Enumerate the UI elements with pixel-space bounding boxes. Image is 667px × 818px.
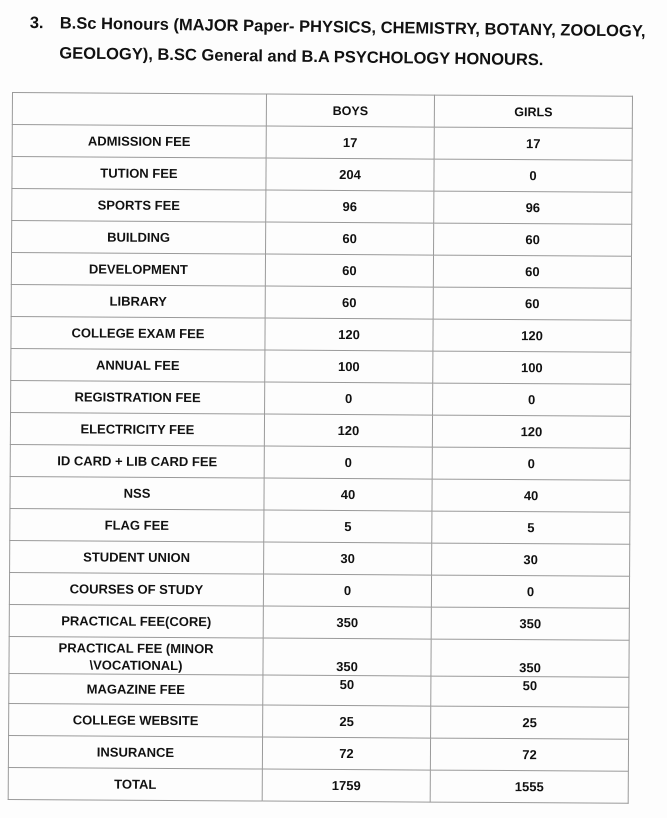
table-row [12,125,632,161]
section-number: 3. [29,13,44,33]
boys-value: 17 [266,126,434,159]
table-row [10,412,630,448]
heading-line-2: GEOLOGY), B.SC General and B.A PSYCHOLOGY HONOURS. [59,44,544,70]
table-row [10,540,630,576]
fee-label: ELECTRICITY FEE [10,412,264,446]
fee-label: ANNUAL FEE [11,348,265,382]
girls-value: 0 [432,447,630,480]
boys-value: 5 [264,510,432,543]
boys-value: 96 [266,190,434,223]
girls-total-value: 1555 [430,770,628,803]
boys-value: 25 [263,705,431,738]
fee-label: MAGAZINE FEE [9,673,263,705]
table-row [9,604,629,640]
table-row [9,636,629,677]
table-row [8,735,628,771]
table-row [11,348,631,384]
girls-value: 60 [433,287,631,320]
boys-value: 350 [263,638,431,676]
girls-value: 60 [434,223,632,256]
boys-value: 60 [265,254,433,287]
girls-value: 120 [433,319,631,352]
boys-total-value: 1759 [262,769,430,802]
table-row [9,572,629,608]
fee-label: LIBRARY [11,284,265,318]
boys-value: 0 [263,574,431,607]
fee-label: COLLEGE EXAM FEE [11,316,265,350]
table-row [12,189,632,225]
table-row [11,284,631,320]
fee-label: DEVELOPMENT [11,253,265,287]
boys-value: 40 [264,478,432,511]
fee-label [9,636,263,675]
fee-label: BUILDING [12,221,266,255]
table-row [11,253,631,289]
boys-value: 50 [263,675,431,706]
boys-value: 30 [264,542,432,575]
table-row-total [8,767,628,803]
fee-label-line-1: PRACTICAL FEE (MINOR [58,640,214,657]
boys-value: 204 [266,158,434,191]
boys-value: 100 [265,350,433,383]
fee-label: REGISTRATION FEE [11,380,265,414]
girls-value: 120 [432,415,630,448]
girls-value: 30 [432,543,630,576]
table-row [10,444,630,480]
fee-label: ID CARD + LIB CARD FEE [10,444,264,478]
fee-label: INSURANCE [8,735,262,769]
table-row [12,221,632,257]
girls-value: 100 [433,351,631,384]
girls-value: 40 [432,479,630,512]
fee-label: STUDENT UNION [10,540,264,574]
girls-value: 5 [432,511,630,544]
girls-value: 350 [431,639,629,677]
total-label: TOTAL [8,767,262,801]
fee-label: SPORTS FEE [12,189,266,223]
boys-value: 72 [262,737,430,770]
fee-label-line-2: \VOCATIONAL) [89,657,183,674]
boys-value: 120 [265,318,433,351]
girls-value: 72 [430,738,628,771]
girls-value: 60 [433,255,631,288]
boys-value: 350 [263,606,431,639]
boys-value: 120 [264,414,432,447]
girls-value: 96 [434,191,632,224]
fee-label: NSS [10,476,264,510]
table-row [11,380,631,416]
boys-value: 60 [265,222,433,255]
boys-value: 0 [264,382,432,415]
fee-label: ADMISSION FEE [12,125,266,159]
table-row [9,673,629,707]
fee-label: COURSES OF STUDY [9,572,263,606]
table-header-row [12,93,632,129]
heading-text-1: B.Sc Honours (MAJOR Paper- PHYSICS, CHEMISTRY, BOTANY, ZOOLOGY, [59,14,646,41]
girls-value: 17 [434,127,632,160]
header-cell-blank [12,93,266,127]
girls-value: 50 [431,676,629,707]
girls-value: 0 [431,575,629,608]
section-heading [29,8,660,77]
table-row [11,316,631,352]
table-row [12,157,632,193]
table-row [10,476,630,512]
fee-table [8,92,633,804]
girls-value: 0 [434,159,632,192]
boys-value: 0 [264,446,432,479]
girls-value: 0 [433,383,631,416]
header-cell-boys: BOYS [266,94,434,127]
table-row [10,508,630,544]
fee-label: FLAG FEE [10,508,264,542]
fee-label: PRACTICAL FEE(CORE) [9,604,263,638]
girls-value: 350 [431,607,629,640]
header-cell-girls: GIRLS [434,95,632,128]
boys-value: 60 [265,286,433,319]
girls-value: 25 [431,706,629,739]
table-row [9,703,629,739]
fee-label: COLLEGE WEBSITE [9,703,263,737]
fee-label: TUTION FEE [12,157,266,191]
